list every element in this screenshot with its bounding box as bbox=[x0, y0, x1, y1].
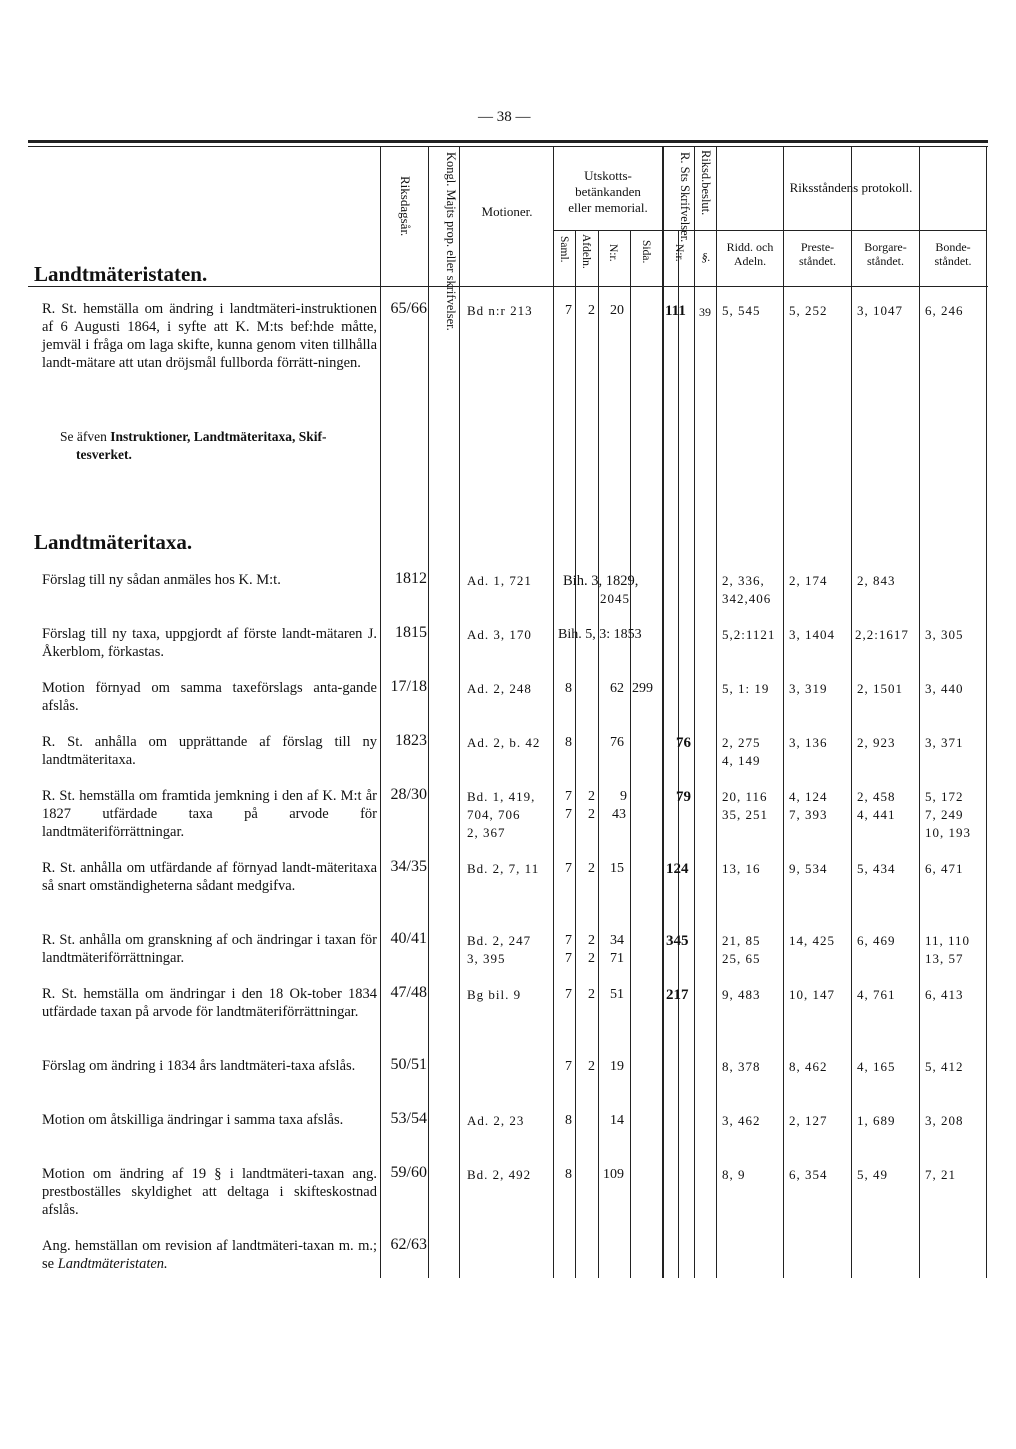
row-rsts: 345 bbox=[666, 933, 689, 949]
row-saml: 7 bbox=[565, 789, 572, 804]
row-motion: Bd n:r 213 bbox=[467, 303, 533, 318]
row-prest: 10, 147 bbox=[789, 987, 835, 1002]
row-desc: Förslag till ny sådan anmäles hos K. M:t. bbox=[42, 572, 281, 588]
row-bonde: 5, 412 bbox=[925, 1059, 964, 1074]
row-motion: Ad. 1, 721 bbox=[467, 573, 532, 588]
row-afdeln: 2 bbox=[588, 303, 595, 318]
row-year: 17/18 bbox=[390, 678, 427, 695]
row-ridd: 5, 545 bbox=[722, 303, 761, 318]
row-ridd: 8, 378 bbox=[722, 1059, 761, 1074]
col-line bbox=[919, 146, 920, 1278]
row-bonde: 3, 371 bbox=[925, 735, 964, 750]
header-riksd: Riksd.beslut. bbox=[699, 150, 713, 216]
header-kongl: Kongl. Majts prop. eller skrifvelser. bbox=[444, 152, 458, 331]
header-saml: Saml. bbox=[558, 236, 570, 263]
header-afdeln: Afdeln. bbox=[580, 234, 592, 269]
row-motion: Ad. 2, 248 bbox=[467, 681, 532, 696]
row-ridd: 20, 116 bbox=[722, 789, 768, 804]
col-line bbox=[630, 230, 631, 1278]
row-desc: Förslag till ny taxa, uppgjordt af förste landt-mätaren J. Åkerblom, förkastas. bbox=[42, 626, 377, 660]
row-year: 65/66 bbox=[390, 300, 427, 317]
row-borg: 2, 843 bbox=[857, 573, 896, 588]
row-nr: 76 bbox=[610, 735, 624, 750]
col-line bbox=[380, 146, 381, 1278]
row-bonde: 6, 246 bbox=[925, 303, 964, 318]
row-nr: 109 bbox=[603, 1167, 624, 1182]
row-desc-ref[interactable]: Landtmäteristaten. bbox=[57, 1256, 168, 1272]
row-year: 47/48 bbox=[390, 984, 427, 1001]
row-borg: 6, 469 bbox=[857, 933, 896, 948]
row-ridd2: 35, 251 bbox=[722, 807, 768, 822]
row-desc: Motion om ändring af 19 § i landtmäteri-taxan ang. prestboställes skyldighet att deltaga i skifteskostnad afslås. bbox=[42, 1166, 377, 1218]
row-prest: 2, 127 bbox=[789, 1113, 828, 1128]
row-ridd: 13, 16 bbox=[722, 861, 761, 876]
row-borg: 1, 689 bbox=[857, 1113, 896, 1128]
row-bonde: 6, 413 bbox=[925, 987, 964, 1002]
row-year: 40/41 bbox=[390, 930, 427, 947]
row-year: 62/63 bbox=[390, 1236, 427, 1253]
row-utskotts: Bih. 5, 3: 1853 bbox=[558, 627, 642, 642]
top-rule-thin bbox=[28, 146, 988, 147]
col-line bbox=[986, 146, 987, 1278]
row-saml: 7 bbox=[565, 933, 572, 948]
row-bonde: 5, 172 bbox=[925, 789, 964, 804]
row-nr: 34 bbox=[610, 933, 624, 948]
row-nr2: 43 bbox=[612, 807, 626, 822]
header-sida: Sida. bbox=[640, 240, 652, 264]
row-prest: 3, 1404 bbox=[789, 627, 835, 642]
row-afdeln: 2 bbox=[588, 933, 595, 948]
col-line bbox=[783, 146, 784, 1278]
row-ridd: 2, 336, bbox=[722, 573, 765, 588]
row-afdeln2: 2 bbox=[588, 951, 595, 966]
row-bonde3: 10, 193 bbox=[925, 825, 971, 840]
row-ridd: 5, 1: 19 bbox=[722, 681, 770, 696]
see-also-prefix: Se äfven bbox=[60, 429, 111, 444]
row-saml: 8 bbox=[565, 1167, 572, 1182]
row-prest: 14, 425 bbox=[789, 933, 835, 948]
col-line bbox=[575, 230, 576, 1278]
top-rule bbox=[28, 140, 988, 143]
row-prest: 6, 354 bbox=[789, 1167, 828, 1182]
row-saml: 8 bbox=[565, 735, 572, 750]
row-desc: Motion förnyad om samma taxeförslags anta-gande afslås. bbox=[42, 680, 377, 714]
col-line bbox=[678, 230, 679, 1278]
row-afdeln: 2 bbox=[588, 789, 595, 804]
row-year: 34/35 bbox=[390, 858, 427, 875]
row-borg: 2,2:1617 bbox=[855, 627, 909, 642]
row-saml: 8 bbox=[565, 681, 572, 696]
page-number: — 38 — bbox=[478, 109, 531, 125]
row-saml: 7 bbox=[565, 987, 572, 1002]
row-utskotts: Bih. 3, 1829, bbox=[563, 573, 639, 589]
row-rsts: 111 bbox=[665, 303, 686, 319]
row-prest: 2, 174 bbox=[789, 573, 828, 588]
row-saml2: 7 bbox=[565, 951, 572, 966]
row-desc-text: Ang. hemställan om revision af landtmäteri-taxan m. m.; se bbox=[42, 1238, 377, 1272]
header-motioner: Motioner. bbox=[481, 204, 533, 219]
row-rsts: 217 bbox=[666, 987, 689, 1003]
row-bonde: 3, 305 bbox=[925, 627, 964, 642]
col-line bbox=[428, 146, 429, 1278]
col-line bbox=[598, 230, 599, 1278]
row-desc: R. St. anhålla om utfärdande af förnyad landt-mäteritaxa så snart omständigheterna sådant medgifva. bbox=[42, 860, 377, 894]
row-prest: 4, 124 bbox=[789, 789, 828, 804]
col-line bbox=[851, 146, 852, 1278]
row-motion: Bd. 1, 419, bbox=[467, 789, 536, 804]
row-motion3: 2, 367 bbox=[467, 825, 506, 840]
row-year: 1823 bbox=[395, 732, 427, 749]
row-saml: 7 bbox=[565, 303, 572, 318]
row-motion: Bd. 2, 492 bbox=[467, 1167, 532, 1182]
row-desc: Förslag om ändring i 1834 års landtmäteri-taxa afslås. bbox=[42, 1058, 356, 1074]
row-ridd: 5,2:1121 bbox=[722, 627, 776, 642]
row-borg2: 4, 441 bbox=[857, 807, 896, 822]
header-borgare: Borgare- ståndet. bbox=[864, 240, 907, 268]
row-motion: Ad. 3, 170 bbox=[467, 627, 532, 642]
row-ridd2: 4, 149 bbox=[722, 753, 761, 768]
section-title-landtmateritaxa: Landtmäteritaxa. bbox=[34, 530, 193, 554]
row-saml: 7 bbox=[565, 861, 572, 876]
row-motion2: 704, 706 bbox=[467, 807, 521, 822]
header-protokoll: Riksståndens protokoll. bbox=[789, 180, 913, 195]
subheader-rule bbox=[553, 230, 717, 231]
header-paragraph: §. bbox=[701, 250, 711, 264]
row-afdeln: 2 bbox=[588, 1059, 595, 1074]
row-desc: R. St. hemställa om framtida jemkning i den af K. M:t år 1827 utfärdade taxa på arvode för landtmäteriförrättningar. bbox=[42, 788, 377, 840]
row-year: 1815 bbox=[395, 624, 427, 641]
row-rsts: 76 bbox=[676, 735, 691, 751]
row-motion: Bd. 2, 7, 11 bbox=[467, 861, 540, 876]
row-borg: 3, 1047 bbox=[857, 303, 903, 318]
row-saml: 8 bbox=[565, 1113, 572, 1128]
row-nr: 19 bbox=[610, 1059, 624, 1074]
row-afdeln2: 2 bbox=[588, 807, 595, 822]
col-line bbox=[459, 146, 460, 1278]
row-desc bbox=[42, 1237, 377, 1273]
header-ridd: Ridd. och Adeln. bbox=[726, 240, 774, 268]
row-desc: R. St. anhålla om upprättande af förslag till ny landtmäteritaxa. bbox=[42, 734, 377, 768]
row-bonde2: 7, 249 bbox=[925, 807, 964, 822]
col-line bbox=[716, 146, 717, 1278]
row-ridd: 3, 462 bbox=[722, 1113, 761, 1128]
row-desc: R. St. hemställa om ändring i landtmäteri-instruktionen af 6 Augusti 1864, i syfte att K. M:ts bef:hde måtte, jemväl i fråga om laga skifte, kunna genom viten tillhålla landt-mätare att utan dröjsmål fullborda förrätt-ningen. bbox=[42, 301, 377, 371]
row-borg: 2, 1501 bbox=[857, 681, 903, 696]
row-borg: 5, 434 bbox=[857, 861, 896, 876]
row-prest: 9, 534 bbox=[789, 861, 828, 876]
row-prest: 3, 319 bbox=[789, 681, 828, 696]
row-utskotts2: 2045 bbox=[600, 591, 630, 606]
row-prest: 8, 462 bbox=[789, 1059, 828, 1074]
row-motion: Ad. 2, 23 bbox=[467, 1113, 525, 1128]
row-ridd: 21, 85 bbox=[722, 933, 761, 948]
row-bonde: 6, 471 bbox=[925, 861, 964, 876]
row-year: 59/60 bbox=[390, 1164, 427, 1181]
row-afdeln: 2 bbox=[588, 861, 595, 876]
see-also-bold[interactable]: Instruktioner, Landtmäteritaxa, Skif- bbox=[110, 429, 327, 444]
row-afdeln: 2 bbox=[588, 987, 595, 1002]
row-motion: Bd. 2, 247 bbox=[467, 933, 532, 948]
row-year: 53/54 bbox=[390, 1110, 427, 1127]
col-line bbox=[553, 146, 554, 1278]
row-nr: 14 bbox=[610, 1113, 624, 1128]
section-title-landtmateristaten: Landtmäteristaten. bbox=[34, 262, 208, 286]
row-borg: 4, 761 bbox=[857, 987, 896, 1002]
row-borg: 2, 458 bbox=[857, 789, 896, 804]
row-borg: 5, 49 bbox=[857, 1167, 888, 1182]
row-saml2: 7 bbox=[565, 807, 572, 822]
header-riksdagsar: Riksdagsår. bbox=[398, 176, 413, 237]
header-bonde: Bonde- ståndet. bbox=[934, 240, 972, 268]
col-line bbox=[662, 146, 664, 1278]
row-year: 28/30 bbox=[390, 786, 427, 803]
row-ridd: 2, 275 bbox=[722, 735, 761, 750]
row-year: 1812 bbox=[395, 570, 427, 587]
subheader-rule bbox=[716, 230, 986, 231]
row-borg: 2, 923 bbox=[857, 735, 896, 750]
row-rsts: 124 bbox=[666, 861, 689, 877]
see-also bbox=[60, 428, 380, 464]
header-nr2: N:r. bbox=[673, 244, 685, 262]
row-ridd: 9, 483 bbox=[722, 987, 761, 1002]
row-nr: 20 bbox=[610, 303, 624, 318]
row-bonde: 11, 110 bbox=[925, 933, 971, 948]
row-nr: 15 bbox=[610, 861, 624, 876]
row-motion2: 3, 395 bbox=[467, 951, 506, 966]
row-nr: 9 bbox=[620, 789, 627, 804]
row-bonde: 3, 440 bbox=[925, 681, 964, 696]
row-nr: 62 bbox=[610, 681, 624, 696]
row-motion: Bg bil. 9 bbox=[467, 987, 522, 1002]
row-ridd2: 342,406 bbox=[722, 591, 772, 606]
row-saml: 7 bbox=[565, 1059, 572, 1074]
row-desc: R. St. hemställa om ändringar i den 18 Ok-tober 1834 utfärdade taxan på arvode för landtmäteriförrättningar. bbox=[42, 986, 377, 1020]
see-also-bold2[interactable]: tesverket. bbox=[76, 447, 132, 462]
row-desc: R. St. anhålla om granskning af och ändringar i taxan för landtmäteriförrättningar. bbox=[42, 932, 377, 966]
header-rsts: R. Sts Skrifvelser. bbox=[678, 152, 692, 243]
row-prest: 5, 252 bbox=[789, 303, 828, 318]
row-bonde2: 13, 57 bbox=[925, 951, 964, 966]
row-motion: Ad. 2, b. 42 bbox=[467, 735, 541, 750]
row-ridd2: 25, 65 bbox=[722, 951, 761, 966]
row-bonde: 7, 21 bbox=[925, 1167, 956, 1182]
row-year: 50/51 bbox=[390, 1056, 427, 1073]
row-rsts: 79 bbox=[676, 789, 691, 805]
row-nr: 51 bbox=[610, 987, 624, 1002]
row-prest: 3, 136 bbox=[789, 735, 828, 750]
row-desc: Motion om åtskilliga ändringar i samma taxa afslås. bbox=[42, 1112, 344, 1128]
header-nr: N:r. bbox=[607, 244, 619, 262]
row-borg: 4, 165 bbox=[857, 1059, 896, 1074]
row-nr2: 71 bbox=[610, 951, 624, 966]
row-prest2: 7, 393 bbox=[789, 807, 828, 822]
row-para: 39 bbox=[699, 305, 711, 319]
row-bonde: 3, 208 bbox=[925, 1113, 964, 1128]
header-preste: Preste- ståndet. bbox=[799, 240, 836, 268]
row-ridd: 8, 9 bbox=[722, 1167, 746, 1182]
row-sida: 299 bbox=[632, 681, 653, 696]
col-line bbox=[694, 146, 695, 1278]
header-utskotts: Utskotts- betänkanden eller memorial. bbox=[568, 168, 648, 215]
